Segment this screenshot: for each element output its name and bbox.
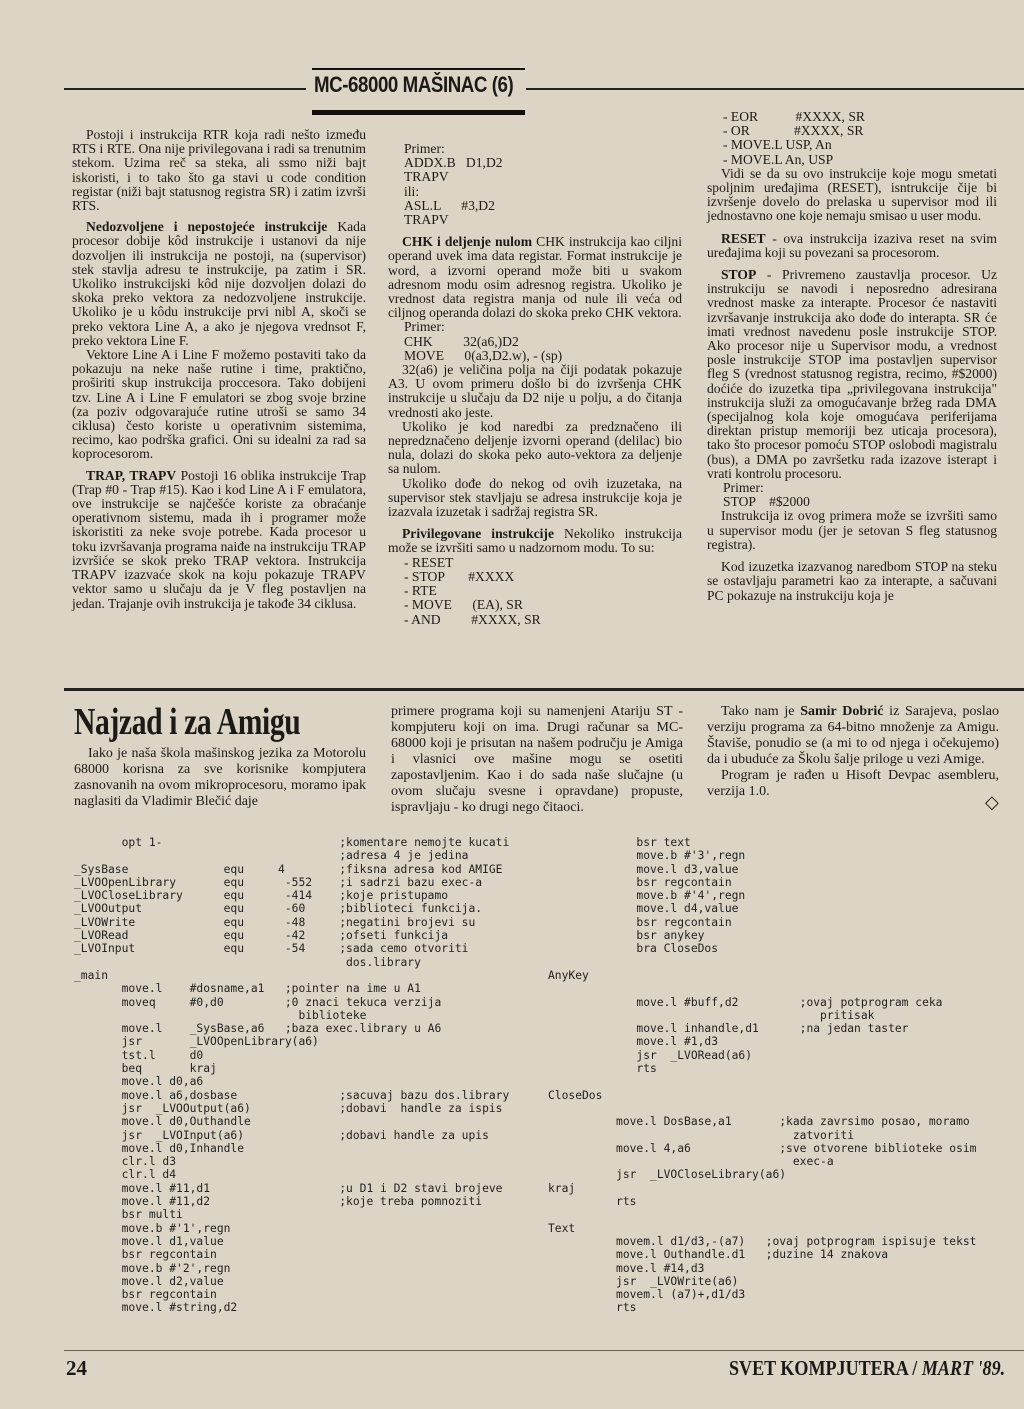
subheading-trap: TRAP, TRAPV — [86, 467, 177, 483]
amiga-intro-1 — [74, 746, 366, 810]
example-addx: Primer: ADDX.B D1,D2 TRAPV ili: ASL.L #3,D2 TRAPV — [404, 141, 503, 228]
paragraph-reset-text: - ova instrukcija izaziva reset na svim uređajima koji su povezani sa procesorom. — [707, 230, 997, 260]
end-mark-icon: ◇ — [985, 792, 999, 813]
paragraph-chk-explained: 32(a6) je veličina polja na čiji podatak pokazuje A3. U ovom primeru došlo bi do izvršenja CHK instrukcije u slučaju da D2 nije u polju, a do čitanja vrednosti ako jeste. — [388, 362, 682, 420]
author-name: Samir Dobrić — [800, 704, 884, 719]
paragraph-supervisor-stack: Ukoliko dođe do nekog od ovih izuzetaka, na supervisor stek stavljaju se adresa instrukcije koja je izazvala izuzetak i sadržaj registra SR. — [388, 475, 682, 520]
paragraph-illegal-text: Kada procesor dobije kôd instrukcije i ustanovi da nije dozvoljen ili instrukcija ne postoji, na (supervisor) stek stavlja adresu te instrukcije, pa zatim i SR. Ukoliko instrukcijski kôd nije dozvoljen dolazi do skoka preko vektora za nedozvoljene instrukcije. Ukoliko je u kôdu instrukcije prvi nibl A, skoči se preko vektora Line A, a ako je njegova vrednsot F, preko vektora Line F. — [72, 219, 366, 348]
subheading-illegal-instructions: Nedozvoljene i nepostojeće instrukcije — [86, 219, 328, 235]
paragraph-line-emulators: Vektore Line A i Line F možemo postaviti tako da pokazuju na neke naše rutine i time, praktično, proširiti skup instrukcija proccesora. Tako dobijeni tzv. Line A i Line F emulatori se zbog svoje brzine (za poziv odgovarajuće rutine utroši se samo 34 ciklusa) često koriste u operativnim sistemima, recimo, kao podrška grafici. Oni su idealni za rad sa koprocesorom. — [72, 347, 366, 462]
paragraph-stop-supervisor: Instrukcija iz ovog primera može se izvršiti samo u supervisor modu (jer je setovan S fleg statusnog registra). — [707, 508, 997, 552]
magazine-name: SVET KOMPJUTERA / — [729, 1356, 922, 1380]
code-listing-left: opt 1- ;komentare nemojte kucati ;adresa 4 je jedina _SysBase equ 4 ;fiksna adresa kod AMIGE _LVOOpenLibrary equ -552 ;i sadrzi bazu exec-a _LVOCloseLibrary equ -414 ;koje pristupamo _LVOOutput equ -60 ;biblioteci funkcija. _LVOWrite equ -48 ;negatini brojevi su _LVORead equ -42 ;ofseti funkcija _LVOInput equ -54 ;sada cemo otvoriti dos.library _main move.l #dosname,a1 ;pointer na ime u A1 moveq #0,d0 ;0 znaci tekuca verzija biblioteke move.l _SysBase,a6 ;baza exec.library u A6 jsr _LVOOpenLibrary(a6) tst.l d0 beq kraj move.l d0,a6 move.l a6,dosbase ;sacuvaj bazu dos.library jsr _LVOOutput(a6) ;dobavi handle za ispis move.l d0,Outhandle jsr _LVOInput(a6) ;dobavi handle za upis move.l d0,Inhandle clr.l d3 clr.l d4 move.l #11,d1 ;u D1 i D2 stavi brojeve move.l #11,d2 ;koje treba pomnoziti bsr multi move.b #'1',regn move.l d1,value bsr regcontain move.b #'2',regn move.l d2,value bsr regcontain move.l #string,d2 — [74, 836, 510, 1315]
paragraph-divide-zero: Ukoliko je kod naredbi za predznačeno ili nepredznačeno deljenje izvorni operand (delilac) bio nula, dolazi do skoka peko auto-vektora za deljenje sa nulom. — [388, 418, 682, 477]
paragraph-privileged-text: Nekoliko instrukcija može se izvršiti samo u nadzornom modu. To su: — [388, 526, 682, 556]
paragraph-trap-text: Postoji 16 oblika instrukcije Trap (Trap #0 - Trap #15). Kao i kod Line A i F emulatora, ove instrukcije se najčešće koriste za obraćanje operativnom sistemu, mada ih i programer može iskoristiti za neke svoje potrebe. Kada procesor u toku izvršavanja programa naiđe na instrukciju TRAP izvršiće se skok preko TRAP vektora. Instrukcija TRAPV izazvaće skok na koju pokazuje TRAPV vektor samo u slučaju da je V fleg postavljen na jedan. Trajanje ovih instrukcija je takođe 34 ciklusa. — [72, 467, 366, 611]
paragraph-stop-exception: Kod izuzetka izazvanog naredbom STOP na steku se ostavljaju parametri kao za interapte, a sačuvani PC pokazuje na instrukciju koja je — [707, 559, 997, 603]
paragraph-privileged-reason: Vidi se da su ovo instrukcije koje mogu smetati spoljnim uređajima (RESET), isntrukcije čije bi izvršenje dovelo do prelaska u supervisor mod ili jednostavno one koje nemaju smisao u user modu. — [707, 165, 997, 224]
amiga-paragraph-3 — [707, 704, 999, 768]
header-rule-right — [526, 88, 1024, 90]
paragraph-illegal-instructions — [72, 220, 366, 348]
title-rule-top — [312, 68, 525, 70]
code-listing-right: bsr text move.b #'3',regn move.l d3,value bsr regcontain move.b #'4',regn move.l d4,value bsr regcontain bsr anykey bra CloseDos AnyKey move.l #buff,d2 ;ovaj potprogram ceka pritisak move.l inhandle,d1 ;na jedan taster move.l #1,d3 jsr _LVORead(a6) rts CloseDos move.l DosBase,a1 ;kada zavrsimo posao, moramo zatvoriti move.l 4,a6 ;sve otvorene biblioteke osim exec-a jsr _LVOCloseLibrary(a6) kraj rts Text movem.l d1/d3,-(a7) ;ovaj potprogram ispisuje tekst move.l Outhandle.d1 ;duzine 14 znakova move.l #14,d3 jsr _LVOWrite(a6) movem.l (a7)+,d1/d3 rts — [548, 836, 977, 1315]
amiga-paragraph-1: Iako je naša škola mašinskog jezika za Motorolu 68000 korisna za sve korisnike kompjutera zasnovanih na ovom mikroprocesoru, moramo ipak naglasiti da Vladimir Blečić daje — [74, 746, 366, 809]
paragraph-chk — [388, 235, 682, 320]
article-column-2 — [388, 142, 682, 627]
amiga-heading: Najzad i za Amigu — [74, 701, 301, 743]
privileged-list-continued: - EOR #XXXX, SR - OR #XXXX, SR - MOVE.L USP, An - MOVE.L An, USP — [723, 109, 865, 167]
example-stop: Primer: STOP #$2000 — [723, 480, 810, 510]
article-column-1 — [72, 128, 366, 611]
paragraph-stop — [707, 268, 997, 481]
example-chk: Primer: CHK 32(a6,)D2 MOVE 0(a3,D2.w), - (sp) — [404, 319, 563, 363]
page-number: 24 — [66, 1356, 87, 1380]
magazine-footer — [729, 1356, 1005, 1381]
subheading-privileged: Privilegovane instrukcije — [402, 526, 554, 542]
paragraph-trap — [72, 469, 366, 611]
header-rule-left — [64, 88, 306, 90]
amiga-intro-3 — [707, 704, 999, 800]
paragraph-reset — [707, 232, 997, 260]
amiga-intro-2 — [391, 704, 683, 816]
amiga-paragraph-4: Program je rađen u Hisoft Devpac asembleru, verzija 1.0. — [707, 768, 999, 799]
paragraph-privileged — [388, 527, 682, 555]
paragraph-rtr: Postoji i instrukcija RTR koja radi nešto između RTS i RTE. Ona nije privilegovana i radi sa trenutnim stekom. Uzima reč sa steka, ali ssmo niži bajt iskoristi, i to tako što ga stavi u code condition registar (niži bajt statusnog registra SR) i zatim izvrši RTS. — [72, 127, 366, 214]
issue-date: MART '89. — [921, 1356, 1006, 1380]
page-title: MC-68000 MAŠINAC (6) — [314, 72, 514, 97]
subheading-stop: STOP — [721, 267, 757, 283]
amiga-p3-post: iz Sarajeva, poslao verziju programa za 64-bitno množenje za Amigu. Štaviše, ponudio se (a mi to od njega i očekujemo) da i ubuduće za Školu šalje priloge u vezi Amige. — [707, 704, 999, 767]
paragraph-chk-text: CHK instrukcija kao ciljni operand uvek ima data registar. Format instrukcije je word, a izvorni operand može biti u svakom adresnom modu osim adresnog registra. Ukoliko je vrednost data registra manja od nule ili veća od ciljnog operanda dolazi do skoka preko CHK vektora. — [388, 234, 682, 321]
article-column-3 — [707, 110, 997, 603]
title-underline — [312, 110, 525, 115]
amiga-p3-pre: Tako nam je — [721, 704, 801, 719]
section-rule — [64, 688, 1024, 691]
paragraph-stop-text: - Privremeno zaustavlja procesor. Uz instrukciju se navodi i neposredno adresirana vrednost maske za interapte. Procesor će nastaviti izvršavanje instrukcija ako dođe do interapta. SR će imati vrednost navedenu posle instrukcije STOP. Ako procesor nije u Supervisor modu, a vrednost posle instrukcije STOP ima postavljen supervisor fleg S (vrednost statusnog registra, recimo, #$2000) doćiće do izuzetka tipa „privilegovana instrukcija" instrukcija služi za omogućavanje bržeg rada DMA (specijalnog kola koje omogućava periferijama direktan pristup memoriji bez uticaja procesora), tako što procesor pomoću STOP oslobodi magistralu (bus), a DMA po završetku rada izazove isterapt i vrati kontrolu procesoru. — [707, 267, 997, 481]
privileged-list: - RESET - STOP #XXXX - RTE - MOVE (EA), SR - AND #XXXX, SR — [404, 554, 541, 627]
subheading-reset: RESET — [721, 230, 766, 246]
subheading-chk: CHK i deljenje nulom — [402, 234, 533, 250]
amiga-paragraph-2: primere programa koji su namenjeni Atariju ST - kompjuteru koji on ima. Drugi računar sa MC-68000 koji je prisutan na našem području je Amiga i vlasnici ove mašine mogu se osetiti zapostavljenim. Kao i do sada naše slučajne (u ovom slučaju svesne i opravdane) propuste, ispravljaju - ko drugi nego čitaoci. — [391, 704, 683, 815]
footer-rule — [64, 1350, 1024, 1351]
